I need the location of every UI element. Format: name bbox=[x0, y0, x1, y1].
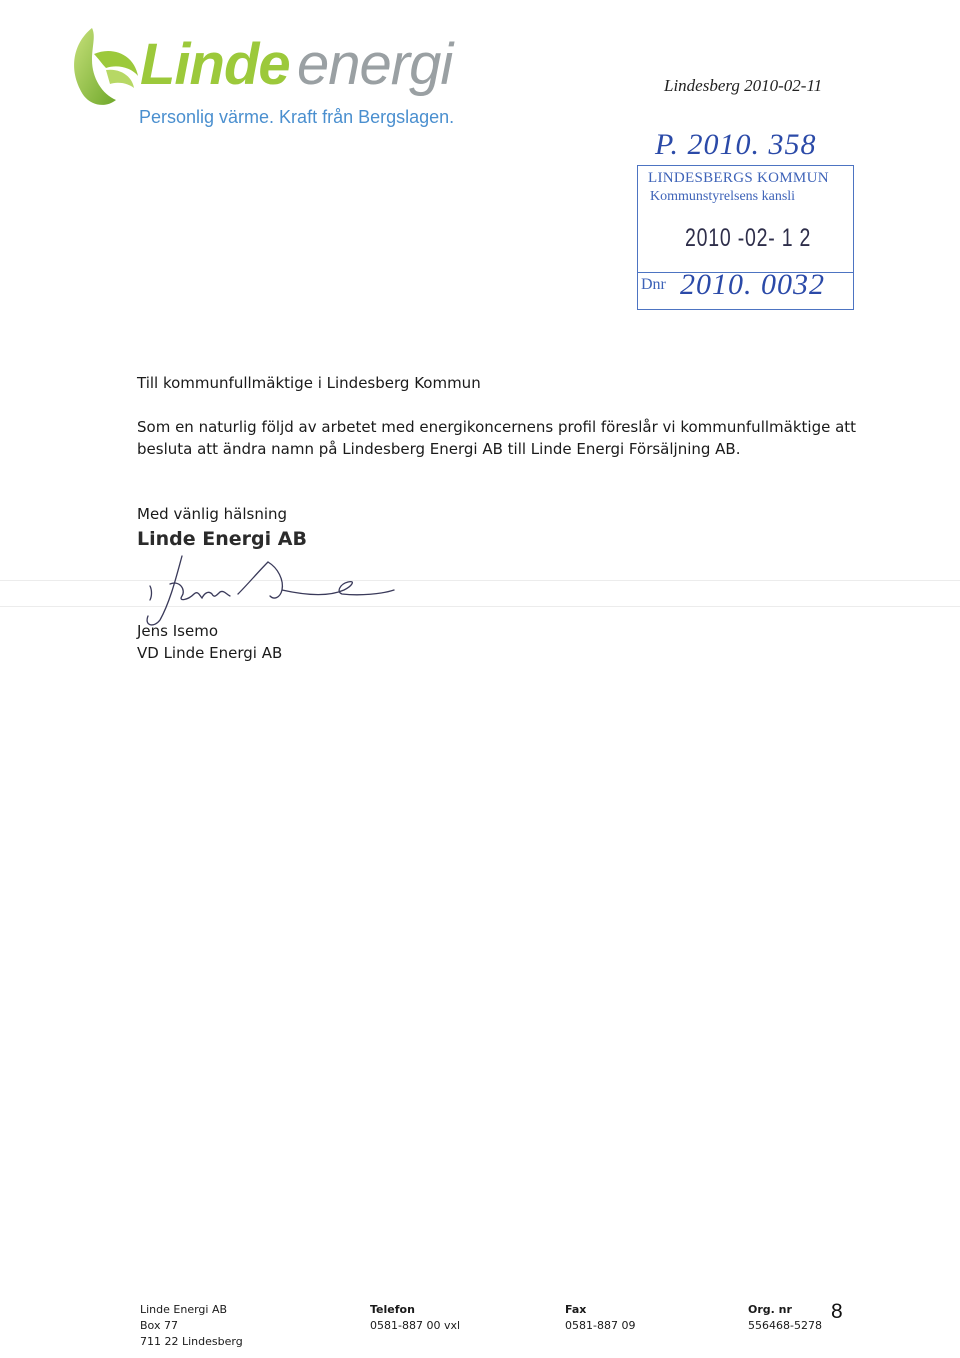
footer-phone-value: 0581-887 00 vxl bbox=[370, 1319, 461, 1332]
footer-company: Linde Energi AB bbox=[140, 1303, 228, 1316]
addressee: Till kommunfullmäktige i Lindesberg Kommun bbox=[137, 374, 481, 392]
stamp-received-date: 2010 -02- 1 2 bbox=[685, 224, 812, 252]
footer-org-value: 556468-5278 bbox=[748, 1319, 822, 1332]
tagline: Personlig värme. Kraft från Bergslagen. bbox=[139, 107, 455, 127]
footer-phone bbox=[370, 1302, 460, 1334]
footer-postal: 711 22 Lindesberg bbox=[140, 1335, 243, 1348]
body-paragraph-line: Som en naturlig följd av arbetet med energikoncernens profil föreslår vi kommunfullmäktige att bbox=[137, 418, 857, 436]
footer-phone-label: Telefon bbox=[370, 1303, 415, 1316]
body-paragraph-line: besluta att ändra namn på Lindesberg Energi AB till Linde Energi Försäljning AB. bbox=[137, 440, 741, 458]
letter-date: Lindesberg 2010-02-11 bbox=[664, 76, 823, 95]
stamp-dnr-value: 2010. 0032 bbox=[680, 268, 825, 301]
stamp-org-unit: Kommunstyrelsens kansli bbox=[650, 189, 796, 204]
stamp-org-name: LINDESBERGS KOMMUN bbox=[648, 170, 829, 186]
signer-title: VD Linde Energi AB bbox=[137, 644, 283, 662]
leaf-logo-icon bbox=[62, 24, 140, 108]
footer-fax-value: 0581-887 09 bbox=[565, 1319, 636, 1332]
footer-fax bbox=[565, 1302, 635, 1334]
footer-org-label: Org. nr bbox=[748, 1303, 792, 1316]
logo-wordmark-linde: Linde bbox=[140, 32, 290, 97]
sender-company: Linde Energi AB bbox=[137, 528, 307, 550]
handwritten-signature bbox=[130, 550, 400, 630]
page-number: 8 bbox=[831, 1300, 843, 1323]
footer-fax-label: Fax bbox=[565, 1303, 587, 1316]
footer-org bbox=[748, 1302, 822, 1334]
stamp-dnr-label: Dnr bbox=[641, 276, 666, 293]
footer-address bbox=[140, 1302, 243, 1350]
signer-name: Jens Isemo bbox=[137, 622, 218, 640]
logo-wordmark-energi: energi bbox=[297, 32, 453, 97]
footer-box: Box 77 bbox=[140, 1319, 178, 1332]
closing-greeting: Med vänlig hälsning bbox=[137, 505, 288, 523]
stamp-handwritten-reference: P. 2010. 358 bbox=[655, 128, 817, 161]
